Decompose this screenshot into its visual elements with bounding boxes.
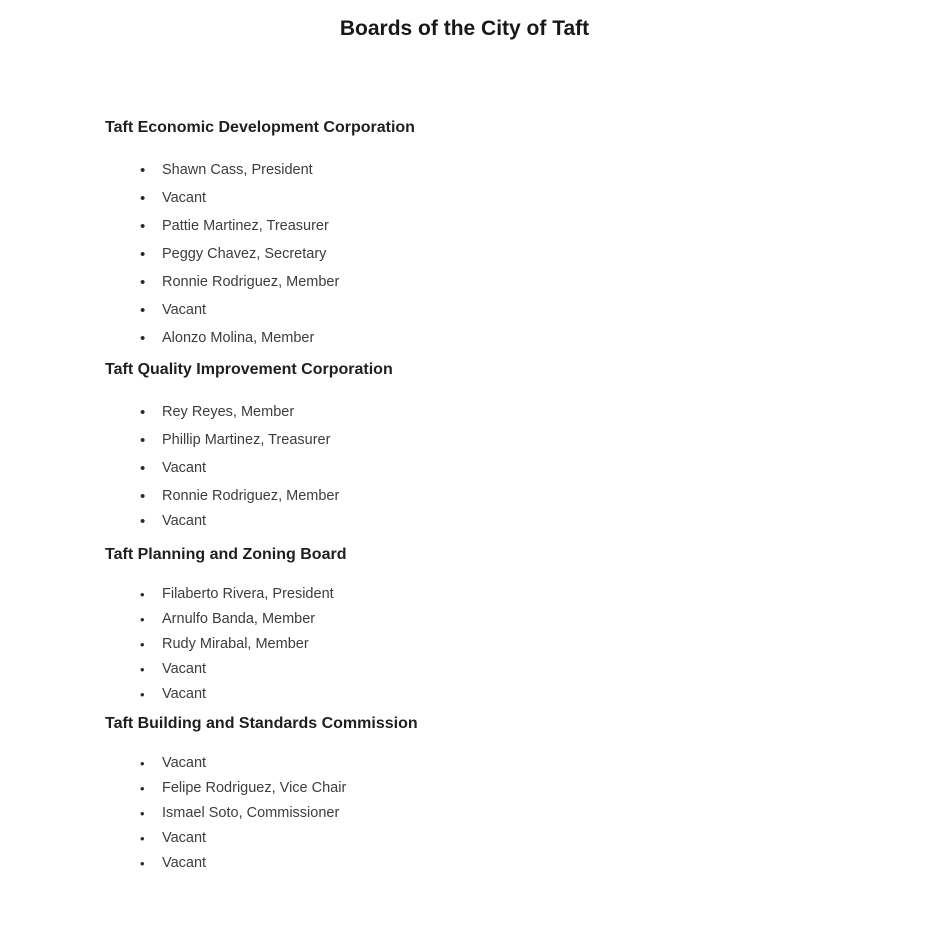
bullet-icon: •: [140, 687, 145, 702]
member-label: Phillip Martinez, Treasurer: [162, 432, 331, 448]
member-label: Vacant: [162, 830, 207, 846]
list-item: [105, 609, 869, 630]
bullet-icon: •: [140, 637, 145, 652]
section-heading: Taft Economic Development Corporation: [105, 119, 415, 136]
list-item: [105, 684, 869, 705]
section-building-standards: [105, 713, 869, 874]
bullet-icon: •: [140, 513, 146, 530]
list-item: [105, 300, 869, 321]
member-label: Peggy Chavez, Secretary: [162, 246, 327, 262]
bullet-icon: •: [140, 432, 146, 449]
bullet-icon: •: [140, 806, 145, 821]
section-planning-zoning: [105, 544, 869, 705]
list-item: [105, 853, 869, 874]
bullet-icon: •: [140, 488, 146, 505]
bullet-icon: •: [140, 162, 146, 179]
list-item: [105, 458, 869, 479]
list-item: [105, 216, 869, 237]
member-label: Arnulfo Banda, Member: [162, 611, 316, 627]
list-item: [105, 659, 869, 680]
member-label: Rey Reyes, Member: [162, 404, 295, 420]
list-item: [105, 486, 869, 507]
bullet-icon: •: [140, 190, 146, 207]
list-item: [105, 634, 869, 655]
section-heading: Taft Building and Standards Commission: [105, 715, 418, 732]
list-item: [105, 160, 869, 181]
document-body: [0, 117, 929, 874]
list-item: [105, 753, 869, 774]
list-item: [105, 244, 869, 265]
member-label: Ronnie Rodriguez, Member: [162, 488, 340, 504]
member-label: Rudy Mirabal, Member: [162, 636, 309, 652]
bullet-icon: •: [140, 274, 146, 291]
member-label: Vacant: [162, 302, 207, 318]
member-list: [105, 160, 869, 349]
bullet-icon: •: [140, 781, 145, 796]
bullet-icon: •: [140, 856, 145, 871]
member-label: Ismael Soto, Commissioner: [162, 805, 340, 821]
list-item: [105, 430, 869, 451]
member-label: Pattie Martinez, Treasurer: [162, 218, 329, 234]
list-item: [105, 328, 869, 349]
member-label: Ronnie Rodriguez, Member: [162, 274, 340, 290]
bullet-icon: •: [140, 587, 145, 602]
bullet-icon: •: [140, 612, 145, 627]
list-item: [105, 272, 869, 293]
member-list: [105, 584, 869, 705]
member-label: Vacant: [162, 755, 207, 771]
section-heading: Taft Quality Improvement Corporation: [105, 361, 393, 378]
section-quality-improvement: [105, 359, 869, 532]
member-list: [105, 402, 869, 532]
section-economic-development: [105, 117, 869, 349]
list-item: [105, 584, 869, 605]
bullet-icon: •: [140, 218, 146, 235]
member-list: [105, 753, 869, 874]
member-label: Vacant: [162, 855, 207, 871]
list-item: [105, 511, 869, 532]
list-item: [105, 828, 869, 849]
list-item: [105, 188, 869, 209]
member-label: Vacant: [162, 460, 207, 476]
member-label: Vacant: [162, 190, 207, 206]
bullet-icon: •: [140, 756, 145, 771]
list-item: [105, 402, 869, 423]
member-label: Vacant: [162, 661, 207, 677]
list-item: [105, 803, 869, 824]
bullet-icon: •: [140, 831, 145, 846]
member-label: Vacant: [162, 513, 207, 529]
member-label: Shawn Cass, President: [162, 162, 313, 178]
bullet-icon: •: [140, 246, 146, 263]
bullet-icon: •: [140, 460, 146, 477]
member-label: Vacant: [162, 686, 207, 702]
member-label: Felipe Rodriguez, Vice Chair: [162, 780, 347, 796]
page-title: Boards of the City of Taft: [339, 17, 590, 40]
bullet-icon: •: [140, 302, 146, 319]
bullet-icon: •: [140, 404, 146, 421]
bullet-icon: •: [140, 662, 145, 677]
bullet-icon: •: [140, 330, 146, 347]
section-heading: Taft Planning and Zoning Board: [105, 546, 347, 563]
list-item: [105, 778, 869, 799]
member-label: Filaberto Rivera, President: [162, 586, 334, 602]
member-label: Alonzo Molina, Member: [162, 330, 315, 346]
